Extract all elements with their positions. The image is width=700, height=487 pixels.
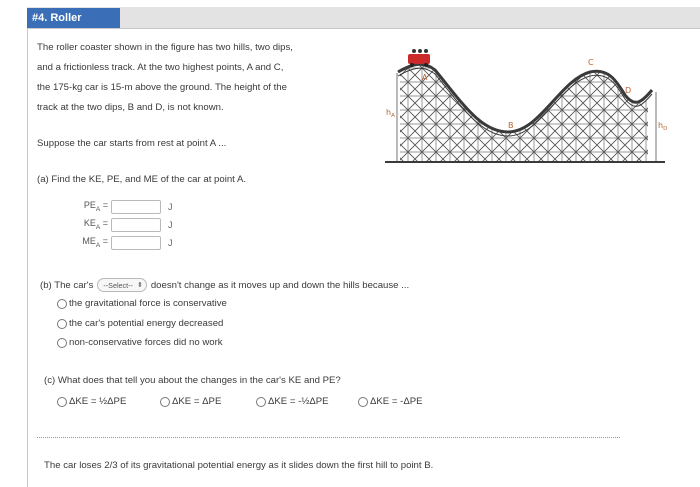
option-label: ΔKE = -ΔPE	[370, 396, 423, 407]
part-b-suffix: doesn't change as it moves up and down the hills because ...	[150, 279, 410, 291]
intro-line: track at the two dips, B and D, is not known.	[37, 102, 224, 113]
option-label: the gravitational force is conservative	[69, 298, 227, 309]
height-d-label: $h_D$	[658, 121, 668, 132]
radio-button[interactable]	[358, 397, 368, 407]
point-a-label: A	[422, 73, 428, 82]
problem-title: #4. Roller Coaster	[27, 8, 120, 28]
me-a-unit: J	[168, 237, 173, 248]
pe-a-input[interactable]	[111, 200, 161, 214]
chevron-updown-icon: ⬍	[136, 282, 143, 289]
option-label: the car's potential energy decreased	[69, 318, 224, 329]
suppose-text: Suppose the car starts from rest at point A ...	[37, 138, 227, 149]
part-b-option[interactable]	[57, 298, 227, 309]
pe-a-unit: J	[168, 201, 173, 212]
select-value: --Select--	[103, 280, 133, 290]
radio-button[interactable]	[57, 397, 67, 407]
question-header-bar	[27, 7, 700, 29]
ke-a-unit: J	[168, 219, 173, 230]
part-a-question: (a) Find the KE, PE, and ME of the car at point A.	[37, 174, 247, 185]
height-a-label: $h_A$	[386, 108, 395, 119]
part-c-option[interactable]	[160, 396, 221, 407]
part-b-option[interactable]	[57, 337, 223, 348]
part-b-question	[40, 278, 409, 292]
part-c-option[interactable]	[358, 396, 423, 407]
part-c-option[interactable]	[57, 396, 126, 407]
ke-a-row	[60, 217, 173, 232]
pe-a-label: $PE_A$ =	[83, 200, 108, 213]
quantity-select[interactable]	[97, 278, 146, 292]
intro-line: The roller coaster shown in the figure has two hills, two dips,	[37, 42, 293, 53]
part-b-option[interactable]	[57, 318, 223, 329]
part-c-question: (c) What does that tell you about the changes in the car's KE and PE?	[44, 375, 341, 386]
radio-button[interactable]	[57, 299, 67, 309]
option-label: non-conservative forces did no work	[69, 337, 223, 348]
intro-line: and a frictionless track. At the two highest points, A and C,	[37, 62, 284, 73]
radio-button[interactable]	[57, 338, 67, 348]
intro-line: the 175-kg car is 15-m above the ground. The height of the	[37, 82, 287, 93]
option-label: ΔKE = ΔPE	[172, 396, 222, 407]
point-d-label: D	[625, 86, 632, 95]
part-c-options	[0, 396, 700, 410]
point-c-label: C	[588, 58, 594, 67]
point-b-label: B	[508, 121, 514, 130]
problem-intro	[37, 38, 337, 118]
me-a-row	[60, 235, 173, 250]
option-label: ΔKE = ½ΔPE	[69, 396, 127, 407]
ke-a-input[interactable]	[111, 218, 161, 232]
me-a-label: $ME_A$ =	[82, 236, 108, 249]
ke-a-label: $KE_A$ =	[83, 218, 108, 231]
radio-button[interactable]	[160, 397, 170, 407]
radio-button[interactable]	[256, 397, 266, 407]
section-divider	[37, 437, 620, 438]
part-b-prefix: (b) The car's	[40, 279, 94, 291]
roller-coaster-figure	[380, 40, 670, 165]
pe-a-row	[60, 199, 173, 214]
part-c-option[interactable]	[256, 396, 329, 407]
next-part-text: The car loses 2/3 of its gravitational potential energy as it slides down the first hill to point B.	[44, 460, 434, 471]
radio-button[interactable]	[57, 319, 67, 329]
option-label: ΔKE = -½ΔPE	[268, 396, 329, 407]
me-a-input[interactable]	[111, 236, 161, 250]
